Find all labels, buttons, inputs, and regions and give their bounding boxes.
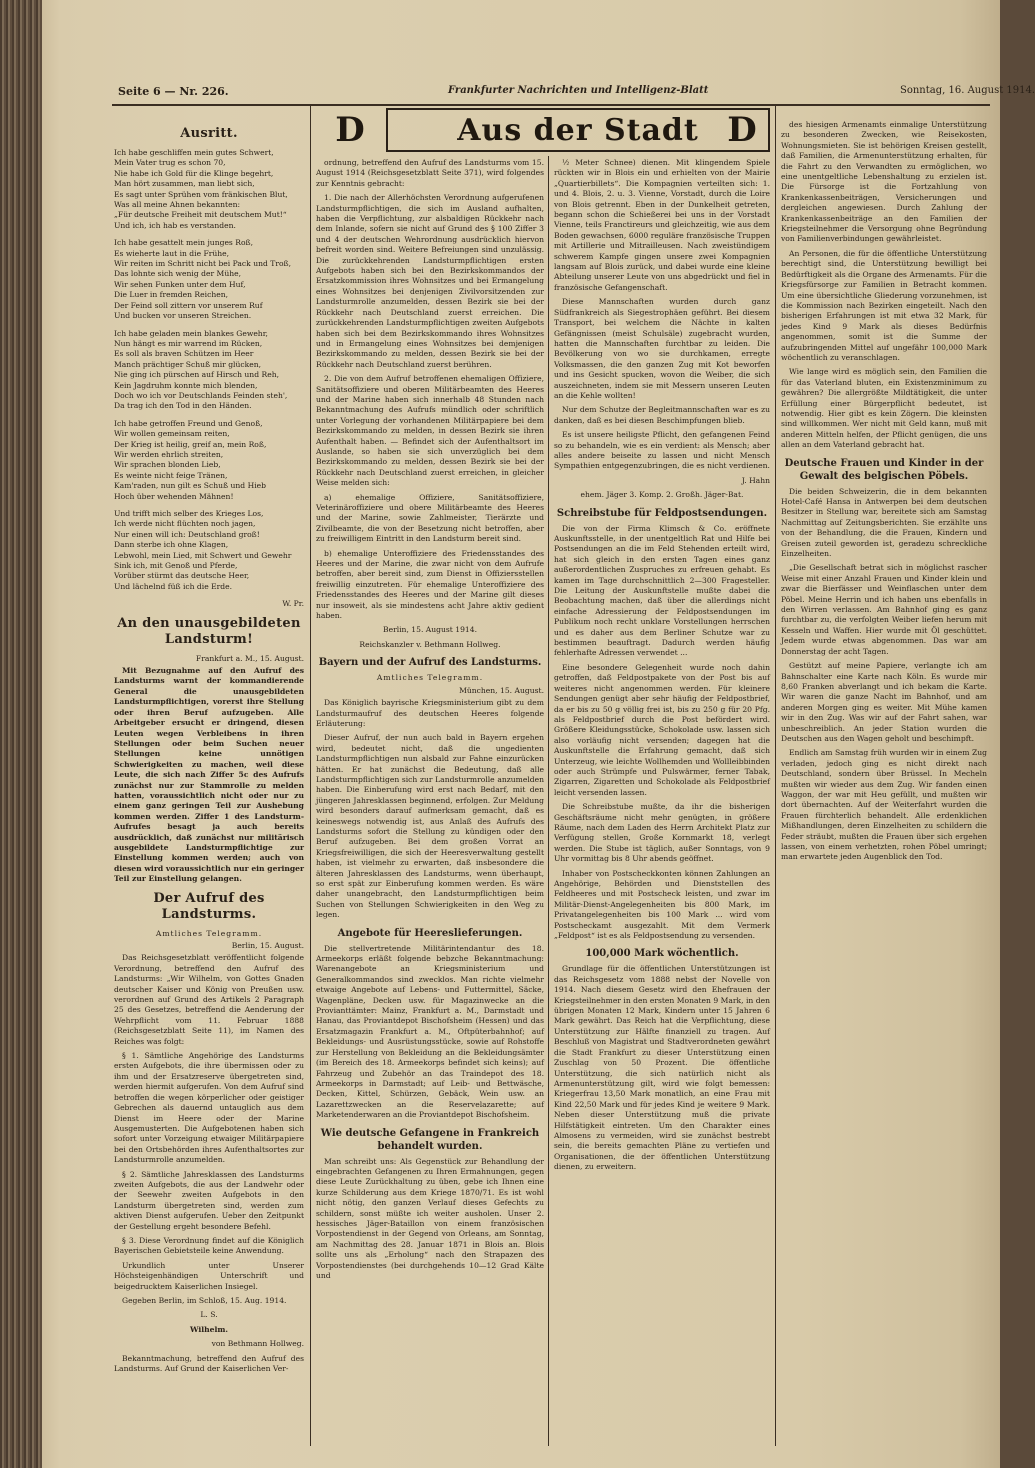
poem-line: Und lächelnd füß ich die Erde.	[114, 581, 233, 591]
poem-line: Manch prächtiger Schuß mir glücken,	[114, 359, 262, 369]
poem-line: Wir reiten im Schritt nicht bei Pack und Troß,	[114, 259, 292, 269]
signature: Wilhelm.	[189, 1324, 229, 1334]
subhead: Amtliches Telegramm.	[155, 928, 263, 938]
column-1	[114, 120, 304, 1450]
article-text: Endlich am Samstag früh wurden wir in einem Zug verladen, jedoch ging es nicht direkt nach Deutschland, sondern über Brüssel. In Mecheln mußten wir wieder aus dem Zug. Wir fanden einen Waggon, der war mit Heu gefüllt, und mußten wir dort übernachten. Auf der Weiterfahrt wurden die Frauen fürchterlich behandelt. Alle erdenklichen Mißhandlungen, deren Einzelheiten zu schildern die Feder sträubt, mußten die Frauen über sich ergehen lassen, von einem verhetzten, rohen Pöbel umringt; man erwartete jeden Augenblick den Tod.	[781, 748, 987, 862]
article-text: 2. Die von dem Aufruf betroffenen ehemaligen Offiziere, Sanitätsoffiziere und oberen Militärbeamten des Heeres und der Marine haben sich innerhalb 48 Stunden nach Bekanntmachung des Aufrufs mündlich oder schriftlich unter Vorlegung der vorhandenen Militärpapiere bei dem Bezirkskommando zu melden, in dessen Bezirk sie ihren Aufenthalt haben. — Befindet sich der Aufenthaltsort im Auslande, so haben sie sich unverzüglich bei dem Bezirkskommando zu melden, dessen Bezirk sie bei der Rückkehr nach Deutschland zuerst erreichen, in gleicher Weise melden sich:	[316, 374, 544, 488]
poem-line: Wir werden ehrlich streiten,	[114, 449, 224, 459]
poem-line: Doch wo ich vor Deutschlands Feinden steh',	[114, 390, 288, 400]
poem-line: „Für deutsche Freiheit mit deutschem Mut!“	[114, 210, 287, 220]
column-rule-3	[775, 106, 776, 1446]
poem-line: Da trag ich den Tod in den Händen.	[114, 401, 252, 411]
poem-title: Ausritt.	[180, 126, 238, 141]
poem-line: Wir wollen gemeinsam reiten,	[114, 429, 230, 439]
dateline: München, 15. August.	[459, 685, 544, 695]
section-title: Aus der Stadt	[386, 108, 770, 152]
poem-line: Ich habe gesattelt mein junges Roß,	[114, 238, 254, 248]
article-text: Die beiden Schweizerin, die in dem bekannten Hotel-Café Hansa in Antwerpen bei dem deutschen Besitzer in Stellung war, bereitete sich am Samstag Nachmittag auf Zeitungsberichten. Sie erzählte uns von der Behandlung, die die Frauen, Kindern und Greisen zuteil geworden ist, geradezu schreckliche Einzelheiten.	[781, 486, 987, 559]
poem-line: Kein Jagdruhm konnte mich blenden,	[114, 380, 258, 390]
poem-line: Das lohnte sich wenig der Mühe,	[114, 269, 242, 279]
poem-line: Und bucken vor unseren Streichen.	[114, 311, 252, 321]
article-text: Nur dem Schutze der Begleitmannschaften war es zu danken, daß es bei diesen Beschimpfungen blieb.	[554, 405, 770, 425]
subhead: Amtliches Telegramm.	[376, 673, 484, 683]
article-text: Die von der Firma Klimsch & Co. eröffnete Auskunftsstelle, in der unentgeltlich Rat und Hilfe bei Postsendungen an die im Feld Stehenden erteilt wird, hat sich gleich in den ersten Tagen eines ganz außerordentlichen Zuspruches zu erfreuen gehabt. Es kamen im Tage durchschnittlich 2—300 Fragesteller. Die Leitung der Auskunftstelle mußte dabei die Beobachtung machen, daß über die allerdings nicht einfache Adressierung der Feldpostsendungen im Publikum noch recht unklare Vorstellungen herrschen und es daher aus dem Berliner Schutze war zu bestimmen beauftragt. Dadurch werden häufig fehlerhafte Adressen verwendet ...	[554, 523, 770, 658]
poem-line: Die Luer in fremden Reichen,	[114, 290, 229, 300]
article-text: § 3. Diese Verordnung findet auf die Königlich Bayerischen Gebietsteile keine Anwendung.	[114, 1235, 304, 1256]
article-text: Urkundlich unter Unserer Höchsteigenhändigen Unterschrift und beigedrucktem Kaiserlichen Insiegel.	[114, 1260, 304, 1291]
article-text: ordnung, betreffend den Aufruf des Landsturms vom 15. August 1914 (Reichsgesetzblatt Seite 371), wird folgendes zur Kenntnis gebracht:	[316, 158, 544, 188]
article-text: Man schreibt uns: Als Gegenstück zur Behandlung der eingebrachten Gefangenen zu Ihren Ermahnungen, gegen diese Leute Zurückhaltung zu üben, gebe ich Ihnen eine kurze Schilderung aus dem Kriege 1870/71. Es ist wohl nicht nötig, den ganzen Verlauf dieses Gefechts zu schildern, sonst müßte ich weiter ausholen. Unser 2. hessisches Jäger-Bataillon von einem französischen Vorpostendienst in der Gegend von Orleans, am Sonntag, am Nachmittag des 28. Januar 1871 in Blois an. Blois sollte uns als „Erholung“ nach den Strapazen des Vorpostendienstes (bei durchgehends 10—12 Grad Kälte und	[316, 1156, 544, 1280]
article-text: Bekanntmachung, betreffend den Aufruf des Landsturms. Auf Grund der Kaiserlichen Ver-	[114, 1353, 304, 1374]
poem-line: Ich habe geschliffen mein gutes Schwert,	[114, 148, 274, 157]
poem-line: Ich habe geladen mein blankes Gewehr,	[114, 328, 268, 338]
article-text: 1. Die nach der Allerhöchsten Verordnung aufgerufenen Landsturmpflichtigen, die sich im Ausland aufhalten, haben die Verpflichtung, zur alsbaldigen Rückkehr nach dem Inlande, sofern sie nicht auf Grund des § 100 Ziffer 3 und 4 der deutschen Wehrordnung ausdrücklich hiervon befreit worden sind. Weitere Befreiungen sind unzulässig. Die zurückkehrenden Landsturmpflichtigen ersten Aufgebots haben sich bei den Bezirkskommandos der Ersatzkommission ihres Wohnsitzes und bei Ermangelung eines Wohnsitzes bei denjenigen Zivilvorsitzenden zur Landsturmrolle anzumelden, dessen Bezirk sie bei der Rückkehr nach Deutschland zuerst erreichen. Die zurückkehrenden Landsturmpflichtigen zweiten Aufgebots haben sich bei dem Bezirkskommando ihres Wohnsitzes und in Ermangelung eines Wohnsitzes bei demjenigen Bezirkskommando zu melden, dessen Bezirk sie bei der Rückkehr nach Deutschland zuerst berühren.	[316, 193, 544, 369]
article-text: Es ist unsere heiligste Pflicht, den gefangenen Feind so zu behandeln, wie es ein verdient: als Mensch; aber alles andere beiseite zu lassen und nicht Mensch Sympathien entgegenzubringen, die es nicht verdienen.	[554, 430, 770, 471]
column-rule-1	[310, 106, 311, 1446]
masthead-ornament-right: D	[727, 110, 757, 150]
poem-stanza	[114, 419, 304, 502]
poem-line: Ich werde nicht flüchten noch jagen,	[114, 519, 256, 529]
article-text: Die Schreibstube mußte, da ihr die bisherigen Geschäftsräume nicht mehr genügten, in größere Räume, nach dem Laden des Herrn Architekt Platz zur Verfügung stellen, Große Kornmarkt 18, verlegt werden. Die Stube ist täglich, außer Sonntags, von 9 Uhr vormittag bis 8 Uhr abends geöffnet.	[554, 802, 770, 864]
paper-name: Frankfurter Nachrichten und Intelligenz-Blatt	[448, 85, 709, 96]
poem-line: Der Krieg ist heilig, greif an, mein Roß,	[114, 439, 267, 449]
article-text: Grundlage für die öffentlichen Unterstützungen ist das Reichsgesetz vom 1888 nebst der Novelle von 1914. Nach diesem Gesetz wird den Ehefrauen der Kriegsteilnehmer in den ersten Monaten 9 Mark, in den übrigen Monaten 12 Mark, Kindern unter 15 Jahren 6 Mark gewährt. Das Reich hat die Verpflichtung, diese Unterstützung zur Hälfte finanziell zu tragen. Auf Beschluß von Magistrat und Stadtverordneten gewährt die Stadt Frankfurt zu dieser Unterstützung einen Zuschlag von 50 Prozent. Die öffentliche Unterstützung, die sich natürlich nicht als Armenunterstützung gilt, wird wie folgt bemessen: Kriegerfrau 13,50 Mark monatlich, an eine Frau mit Kind 22,50 Mark und für jedes Kind je weitere 9 Mark. Neben dieser Unterstützung muß die private Hilfstätigkeit eintreten. Um den Charakter eines Almosens zu vermeiden, wird sie zunächst bestrebt sein, die bereits gemachten Pläne zu vertiefen und Organisationen, die der öffentlichen Unterstützung dienen, zu erweitern.	[554, 964, 770, 1172]
headline-angebote: Angebote für Heereslieferungen.	[337, 927, 523, 939]
poem-line: Ich habe getroffen Freund und Genoß,	[114, 418, 263, 428]
poem-line: Man hört zusammen, man liebt sich,	[114, 179, 255, 189]
poem-line: Es sagt unter Sprühen vom fränkischen Blut,	[114, 189, 288, 199]
article-text: Gestützt auf meine Papiere, verlangte ich am Bahnschalter eine Karte nach Köln. Es wurde mir 8,60 Franken abverlangt und ich bekam die Karte. Wir waren die ganze Nacht im Bahnhof, und am anderen Morgen ging es weiter. Mit Mühe kamen wir in den Zug. Was wir auf der Fahrt sahen, war unbeschreiblich. An jeder Station wurden die Deutschen aus den Wagen geholt und beschimpft.	[781, 661, 987, 743]
headline-unausgebildet: An den unausgebildeten Landsturm!	[117, 615, 301, 647]
poem-line: Nun hängt es mir warrend im Rücken,	[114, 338, 263, 348]
headline-gefangene: Wie deutsche Gefangene in Frankreich behandelt wurden.	[320, 1127, 540, 1152]
poem-line: Und ich, ich hab es verstanden.	[114, 220, 236, 230]
poem-line: Nie ging ich pürschen auf Hirsch und Reh,	[114, 370, 279, 380]
headline-frauen-kinder: Deutsche Frauen und Kinder in der Gewalt des belgischen Pöbels.	[784, 457, 984, 482]
binding-edge	[0, 0, 42, 1468]
poem-stanza	[114, 238, 304, 321]
poem-line: Nur einen will ich: Deutschland groß!	[114, 529, 260, 539]
masthead-ornament-left: D	[335, 110, 365, 150]
poem-line: Kam'raden, nun gilt es Schuß und Hieb	[114, 481, 266, 491]
article-text: Eine besondere Gelegenheit wurde noch dahin getroffen, daß Feldpostpakete von der Post bis auf weiteres nicht angenommen werden. Für kleinere Sendungen genügt aber sehr häufig der Feldpostbrief, da er bis zu 50 g völlig frei ist, bis zu 250 g für 20 Pfg. als Feldpostbrief durch die Post befördert wird. Größere Kleidungsstücke, Schokolade usw. lassen sich also vorläufig nicht versenden; dagegen hat die Auskunftstelle die Erfahrung gemacht, daß sich Unterzeug, wie leichte Wollhemden und Wollleibbinden oder auch Strümpfe und Pulswärmer, ferner Tabak, Zigarren, Zigaretten und Schokolade als Feldpostbrief leicht versenden lassen.	[554, 662, 770, 797]
poem-stanza	[114, 509, 304, 592]
article-text: Inhaber von Postscheckkonten können Zahlungen an Angehörige, Behörden und Dienststellen des Feldheeres und mit Postscheck leisten, und zwar im Militär-Dienst-Angelegenheiten bis 800 Mark, im Privatangelegenheiten bis 100 Mark ... wird vom Postscheckamt ausgezahlt. Mit dem Vermerk „Feldpost“ ist es als Feldpostsendung zu versenden.	[554, 868, 770, 941]
article-text: ½ Meter Schnee) dienen. Mit klingendem Spiele rückten wir in Blois ein und erhielten von der Mairie „Quartierbillets“. Die Kompagnien verteilten sich: 1. und 4. Blois, 2. u. 3. Vienne, Vorstadt, durch die Loire von Blois getrennt. Eben in der Dunkelheit getreten, begann schon die Schießerei bei uns in der Vorstadt Vienne, teils Franctireurs und gleichzeitig, wie aus dem Boden gewachsen, 6000 reguläre französische Truppen mit Artillerie und Mitrailleusen. Nach zweistündigem schwerem Kampfe gingen unsere zwei Kompagnien langsam auf Blois zurück, und dabei wurde eine kleine Abteilung unserer Leute von uns abgedrückt und fiel in französische Gefangenschaft.	[554, 158, 770, 292]
poem-line: Es weinte nicht feige Tränen,	[114, 470, 228, 480]
poem-line: Wir sprachen blonden Lieb,	[114, 460, 221, 470]
poem-line: Lebwohl, mein Lied, mit Schwert und Gewehr	[114, 550, 292, 560]
poem-line: Der Feind soll zittern vor unserem Ruf	[114, 300, 263, 310]
poem-signature: W. Pr.	[282, 599, 304, 609]
poem-line: Dann sterbe ich ohne Klagen,	[114, 540, 229, 550]
issue-date: Sonntag, 16. August 1914.	[900, 85, 1035, 96]
column-3	[554, 158, 770, 1450]
poem-line: Hoch über wehenden Mähnen!	[114, 491, 234, 501]
article-text: An Personen, die für die öffentliche Unterstützung berechtigt sind, die Unterstützung bewilligt bei Bedürftigkeit als die Organe des Armenamts. Für die Kriegsfürsorge zur Familien in Betracht kommen. Um eine übersichtliche Gliederung vorzunehmen, ist die Kommission nach Bezirken eingeteilt. Nach den bisherigen Erfahrungen ist mit etwa 32 Mark, für jedes Kind 9 Mark als dieses Bedürfnis angenommen, somit ist die Summe der aufzubringenden Mittel auf ungefähr 100,000 Mark wöchentlich zu veranschlagen.	[781, 248, 987, 362]
headline-100000-mark: 100,000 Mark wöchentlich.	[585, 948, 739, 960]
poem	[114, 148, 304, 592]
header-rule	[112, 104, 990, 106]
signature-rank: ehem. Jäger 3. Komp. 2. Großh. Jäger-Bat.	[580, 490, 744, 500]
poem-line: Es wieherte laut in die Frühe,	[114, 248, 230, 258]
article-text: § 1. Sämtliche Angehörige des Landsturms ersten Aufgebots, die ihre übermissen oder zu ihm und der Ersatzreserve übergetreten sind, werden hiermit aufgerufen. Von dem Aufruf sind betroffen die wegen körperlicher oder geistiger Gebrechen als dauernd untauglich aus dem Dienst im Heere oder der Marine Ausgemusterten. Die Aufgebotenen haben sich sofort unter Vorzeigung etwaiger Militärpapiere bei den Ortsbehörden ihres Aufenthaltsortes zur Landsturmrolle anzumelden.	[114, 1051, 304, 1165]
column-2	[316, 158, 544, 1450]
column-rule-2	[548, 156, 549, 1446]
poem-line: Was all meine Ahnen bekannten:	[114, 200, 241, 210]
page-header	[18, 85, 1035, 105]
article-text: Mit Bezugnahme auf den Aufruf des Landsturms warnt der kommandierende General die unausgebildeten Landsturmpflichtigen, vorerst ihre Stellung oder ihren Beruf aufzugeben. Alle Arbeitgeber ersucht er dringend, diesen Leuten wegen Verbleibens in ihren Stellungen oder beim Suchen neuer Stellungen keine unnötigen Schwierigkeiten zu machen, weil diese Leute, die sich nach Ziffer 5c des Aufrufs zunächst nur zur Stammrolle zu melden hatten, voraussichtlich nicht oder nur zu einem ganz geringen Teil zur Aushebung kommen werden. Ziffer 1 des Landsturm-Aufrufes besagt ja auch bereits ausdrücklich, daß zunächst nur militärisch ausgebildete Landsturmpflichtige zur Einstellung kommen werden; auch von diesen wird voraussichtlich nur ein geringer Teil zur Einstellung gelangen.	[114, 666, 304, 884]
headline-schreibstube: Schreibstube für Feldpostsendungen.	[556, 507, 768, 519]
article-text: § 2. Sämtliche Jahresklassen des Landsturms zweiten Aufgebots, die aus der Landwehr oder der Seewehr zweiten Aufgebots in den Landsturm übergetreten sind, werden zum aktiven Dienst aufgerufen. Ueber den Zeitpunkt der Gestellung ergeht besondere Befehl.	[114, 1169, 304, 1231]
poem-line: Vorüber stürmt das deutsche Heer,	[114, 571, 250, 581]
article-text: a) ehemalige Offiziere, Sanitätsoffiziere, Veterinäroffiziere und obere Militärbeamte des Heeres und der Marine, sowie Zahlmeister, Tierärzte und Zivilbeamte, die von der Besetzung nicht betroffen, aber zu freiwilligem Eintritt in den Landsturm bereit sind.	[316, 492, 544, 544]
article-text: Gegeben Berlin, im Schloß, 15. Aug. 1914.	[122, 1296, 287, 1305]
dateline: Berlin, 15. August 1914.	[383, 625, 477, 635]
article-text: Die stellvertretende Militärintendantur des 18. Armeekorps erläßt folgende bebzche Bekanntmachung: Warenangebote an Kriegsministerium und Generalkommandos sind zwecklos. Man richte vielmehr etwaige Angebote auf Lebens- und Futtermittel, Säcke, Wagenpläne, Decken usw. für Magazinwecke an die Provianttämter: Mainz, Frankfurt a. M., Darmstadt und Hanau, das Proviantdepot Bischofsheim (Hessen) und das Ersatzmagazin Frankfurt a. M., Oftpüterbahnhof; auf Bekleidungs- und Ausrüstungsstücke, sowie auf Rohstoffe zur Herstellung von Bekleidung an die Bekleidungsämter (im Bereich des 18. Armeekorps befindet sich keins); auf Fahrzeug und Zubehör an das Traindepot des 18. Armeekorps in Darmstadt; auf Leib- und Bettwäsche, Decken, Kittel, Schürzen, Gebäck, Wein usw. an Lazarettzwecken an die Reservelazarette; auf Marketenderwaren an die Proviantdepot Bischofsheim.	[316, 943, 544, 1120]
article-text: Diese Mannschaften wurden durch ganz Südfrankreich als Siegestrophäen geführt. Bei diesem Transport, bei welchem die Nächte in kalten Gefängnissen (meist Schulsäle) zugebracht wurden, hatten die Mannschaften furchtbar zu leiden. Die Bevölkerung von wo sie durchkamen, erregte Volksmassen, die den ganzen Zug mit Kot beworfen und ins Gesicht spucken, wovon die Weiber, die sich auszeichneten, indem sie mit Messern unseren Leuten an die Kehle wollten!	[554, 297, 770, 400]
dateline: Frankfurt a. M., 15. August.	[195, 653, 304, 663]
signature: J. Hahn	[741, 475, 770, 485]
poem-line: Sink ich, mit Genoß und Pferde,	[114, 561, 238, 571]
article-text: „Die Gesellschaft betrat sich in möglichst rascher Weise mit einer Anzahl Frauen und Kinder klein und zwar die Bierfässer und Weinflaschen unter dem Pöbel. Meine Herrin und ich haben uns ebenfalls in den Wirren verlassen. Am Bahnhof ging es ganz furchtbar zu, die verfolgten Weiber liefen herum mit Kesseln und Waffen. Hier wurde mit Öl geschüttet. Jedem wurde etwas abgenommen. Das war am Donnerstag der acht Tagen.	[781, 563, 987, 656]
signature: von Bethmann Hollweg.	[211, 1339, 304, 1349]
poem-line: Es soll als braven Schützen im Heer	[114, 349, 254, 359]
column-4	[781, 120, 987, 1450]
dateline: Berlin, 15. August.	[231, 941, 304, 950]
poem-stanza	[114, 148, 304, 231]
seal-mark: L. S.	[200, 1310, 218, 1320]
headline-bayern: Bayern und der Aufruf des Landsturms.	[318, 657, 542, 669]
poem-line: Nie habe ich Gold für die Klinge begehrt,	[114, 168, 274, 178]
poem-line: Mein Vater trug es schon 70,	[114, 158, 226, 168]
poem-line: Wir sehen Funken unter dem Huf,	[114, 279, 246, 289]
article-text: des hiesigen Armenamts einmalige Unterstützung zu besonderen Zwecken, wie Reisekosten, Wohnungsmieten. Sie ist behörigen Kreisen gestellt, daß Familien, die Armenunterstützung erhalten, für die Fahrt zu den Verwandten zu ermöglichen, wo eine unentgeltliche Lebenshaltung zu erzielen ist. Die Fürsorge ist die Fortzahlung von Krankenkassenbeiträgen, Versicherungen und dergleichen angewiesen. Durch Zahlung der Krankenkassenbeiträge an den Familien der Kriegsteilnehmer die Versorgung ohne Begründung von Familienverbindungen gewährleistet.	[781, 120, 987, 244]
article-text: Wie lange wird es möglich sein, den Familien die für das Vaterland bluten, ein Existenzminimum zu gewähren? Die allergrößte Mildtätigkeit, die unter Erfüllung einer Bürgerpflicht bedeutet, ist notwendig. Hier gibt es kein Zögern. Die kleinsten sind willkommen. Wer nicht mit Geld kann, muß mit anderen Mitteln helfen, der Pflicht genügen, die uns allen an dem Vaterland gebracht hat.	[781, 367, 987, 450]
article-text: Dieser Aufruf, der nun auch bald in Bayern ergehen wird, bedeutet nicht, daß die ungedienten Landsturmpflichtigen nun alsbald zur Fahne einzurücken hätten. Er hat zunächst die Bedeutung, daß alle Landsturmpflichtigen sich zur Landsturmrolle anzumelden haben. Die Einberufung wird erst nach Bedarf, mit den jüngeren Jahresklassen beginnend, erfolgen. Zur Meldung wird besonders darauf aufmerksam gemacht, daß es keineswegs notwendig ist, aus Anlaß des Aufrufs des Landsturms sofort die Stellung zu kündigen oder den Beruf aufzugeben. Bei dem großen Vorrat an Kriegsfreiwilligen, die sich der Heeresverwaltung gestellt haben, ist vielmehr zu erwarten, daß insbesondere die älteren Jahresklassen des Landsturms, wenn überhaupt, so erst spät zur Einberufung kommen werden. Es wäre daher unangebracht, den Landsturmpflichtigen beim Suchen von Stellungen Schwierigkeiten in den Weg zu legen.	[316, 733, 544, 920]
article-text: Das Königlich bayrische Kriegsministerium gibt zu dem Landsturmaufruf des deutschen Heeres folgende Erläuterung:	[316, 698, 544, 728]
article-text: b) ehemalige Unteroffiziere des Friedensstandes des Heeres und der Marine, die zwar nicht von dem Aufrufe betroffen, aber bereit sind, zum Dienst in Offiziersstellen freiwillig einzutreten. Für ehemalige Unteroffiziere des Friedensstandes des Heeres und der Marine gilt dieses nur insoweit, als sie mindestens acht Jahre aktiv gedient haben.	[316, 548, 544, 621]
headline-aufruf: Der Aufruf des Landsturms.	[153, 890, 265, 922]
signature: Reichskanzler v. Bethmann Hollweg.	[359, 639, 501, 649]
poem-stanza	[114, 329, 304, 412]
poem-line: Und trifft mich selber des Krieges Los,	[114, 509, 264, 518]
article-text: Das Reichsgesetzblatt veröffentlicht folgende Verordnung, betreffend den Aufruf des Landsturms: „Wir Wilhelm, von Gottes Gnaden deutscher Kaiser und König von Preußen usw. verordnen auf Grund des Artikels 2 Paragraph 25 des Gesetzes, betreffend die Aenderung der Wehrpflicht vom 11. Februar 1888 (Reichsgesetzblatt Seite 11), im Namen des Reiches was folgt:	[114, 953, 304, 1046]
page-ref: Seite 6 — Nr. 226.	[118, 85, 229, 98]
